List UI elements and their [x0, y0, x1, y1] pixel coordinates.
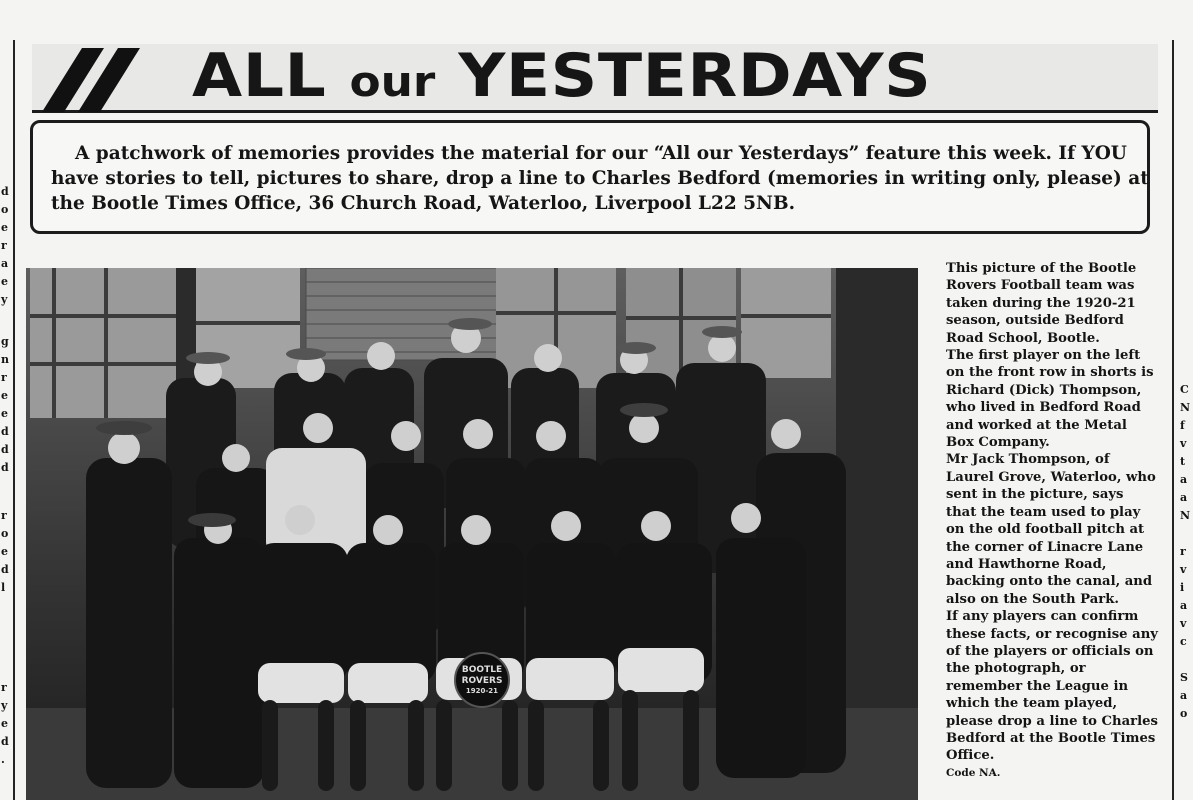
- feature-title-word: YESTERDAYS: [458, 41, 932, 111]
- feature-title: [192, 41, 1142, 111]
- left-fragment: r: [1, 509, 7, 522]
- left-fragment: d: [1, 443, 9, 456]
- left-fragment: e: [1, 275, 8, 288]
- right-fragment: o: [1180, 707, 1188, 720]
- left-fragment: a: [1, 257, 9, 270]
- right-fragment: v: [1180, 437, 1187, 450]
- right-fragment: N: [1180, 401, 1191, 414]
- football: [455, 653, 509, 707]
- left-fragment: d: [1, 461, 9, 474]
- photo-caption: [946, 260, 1158, 780]
- left-fragment: e: [1, 389, 8, 402]
- caption-paragraph: This picture of the Bootle Rovers Football team was taken during the 1920-21 season, outside Bedford Road School, Bootle.: [946, 261, 1137, 346]
- left-fragment: r: [1, 371, 7, 384]
- football-label: ROVERS: [461, 676, 503, 686]
- left-fragment: y: [1, 699, 8, 712]
- caption-code: Code NA.: [946, 766, 1001, 779]
- right-fragment: v: [1180, 563, 1187, 576]
- left-fragment: d: [1, 563, 9, 576]
- intro-box: [30, 120, 1150, 234]
- feature-banner: [32, 41, 1158, 113]
- feature-title-word: our: [349, 57, 436, 106]
- left-fragment: r: [1, 239, 7, 252]
- intro-line: have stories to tell, pictures to share, drop a line to Charles Bedford (memories in writing only, please) at: [51, 168, 1149, 189]
- intro-line: A patchwork of memories provides the material for our “All our Yesterdays” feature this week. If YOU: [75, 143, 1127, 164]
- left-fragment: g: [1, 335, 9, 348]
- left-fragment: e: [1, 221, 8, 234]
- right-fragment: N: [1180, 509, 1191, 522]
- left-column-rule: [13, 40, 15, 800]
- right-fragment: f: [1180, 419, 1185, 432]
- left-fragment: d: [1, 425, 9, 438]
- left-fragment: y: [1, 293, 8, 306]
- intro-line: the Bootle Times Office, 36 Church Road, Waterloo, Liverpool L22 5NB.: [51, 193, 796, 214]
- left-fragment: n: [1, 353, 9, 366]
- right-fragment: a: [1180, 599, 1188, 612]
- right-fragment: S: [1180, 671, 1188, 684]
- left-fragment: d: [1, 185, 9, 198]
- left-fragment: e: [1, 545, 8, 558]
- left-fragment: e: [1, 407, 8, 420]
- right-column-rule: [1172, 40, 1174, 800]
- right-fragment: a: [1180, 689, 1188, 702]
- right-fragment: i: [1180, 581, 1185, 594]
- football-label: 1920-21: [465, 687, 499, 695]
- left-adjacent-column: [0, 40, 16, 800]
- right-fragment: a: [1180, 473, 1188, 486]
- intro-text: [51, 141, 1149, 216]
- team-photograph: [26, 268, 918, 800]
- caption-paragraph: If any players can confirm these facts, or recognise any of the players or officials on the photograph, or remember the League in which the team played, please drop a line to Charles Bedford at the Bootle Times Office.: [946, 609, 1158, 764]
- team-photo-image: [26, 268, 918, 800]
- right-fragment: C: [1180, 383, 1189, 396]
- left-fragment: e: [1, 717, 8, 730]
- right-fragment: v: [1180, 617, 1187, 630]
- right-fragment: a: [1180, 491, 1188, 504]
- left-fragment: r: [1, 681, 7, 694]
- right-fragment: c: [1180, 635, 1187, 648]
- caption-paragraph: Mr Jack Thompson, of Laurel Grove, Waterloo, who sent in the picture, says that the team used to play on the old football pitch at the corner of Linacre Lane and Hawthorne Road, backing onto the canal, and also on the South Park.: [946, 452, 1156, 607]
- football-label: BOOTLE: [461, 665, 503, 675]
- left-fragment: o: [1, 527, 9, 540]
- left-fragment: l: [1, 581, 6, 594]
- right-adjacent-column: [1172, 40, 1193, 800]
- right-fragment: r: [1180, 545, 1186, 558]
- right-fragment: t: [1180, 455, 1186, 468]
- left-fragment: o: [1, 203, 9, 216]
- left-fragment: .: [1, 753, 5, 766]
- feature-title-word: ALL: [192, 41, 327, 111]
- left-fragment: d: [1, 735, 9, 748]
- caption-paragraph: The first player on the left on the front row in shorts is Richard (Dick) Thompson, who lived in Bedford Road and worked at the Metal Box Company.: [946, 348, 1154, 451]
